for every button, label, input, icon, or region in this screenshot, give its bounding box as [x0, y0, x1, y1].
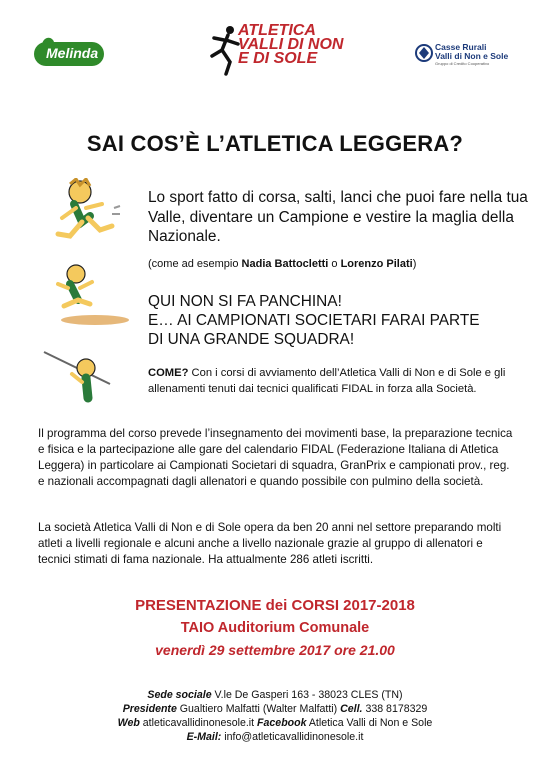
presidente-value: Gualtiero Malfatti (Walter Malfatti) — [176, 703, 341, 715]
note-suffix: ) — [412, 258, 417, 270]
cell-value: 338 8178329 — [362, 703, 428, 715]
atletica-line-2: VALLI DI NON — [238, 36, 344, 53]
footer-web — [0, 716, 550, 730]
note-mid: o — [328, 258, 341, 270]
casse-line-1: Casse Rurali — [435, 42, 487, 52]
email-label: E-Mail: — [186, 731, 222, 743]
slogan-line-3: DI UNA GRANDE SQUADRA! — [148, 331, 355, 348]
footer-email — [0, 730, 550, 744]
athlete-name-1: Nadia Battocletti — [241, 258, 329, 270]
atletica-logo — [208, 22, 348, 78]
melinda-logo — [32, 36, 106, 68]
intro-text: Lo sport fatto di corsa, salti, lanci che puoi fare nella tua Valle, diventare un Campione e vestire la maglia della Nazionale. — [148, 189, 528, 245]
email-link[interactable]: info@atleticavallidinonesole.it — [221, 731, 364, 743]
footer-presidente — [0, 702, 550, 716]
facebook-link[interactable]: Atletica Valli di Non e Sole — [306, 717, 433, 729]
casse-line-2: Valli di Non e Sole — [435, 51, 509, 61]
footer-contacts — [0, 688, 550, 744]
javelin-illustration — [42, 346, 112, 406]
atletica-line-3: E DI SOLE — [238, 50, 318, 67]
page-title: SAI COS’È L’ATLETICA LEGGERA? — [86, 131, 464, 156]
athlete-name-2: Lorenzo Pilati — [340, 258, 413, 270]
casse-emblem-icon — [415, 42, 433, 64]
melinda-wordmark: Melinda — [46, 45, 99, 61]
come-text — [148, 366, 533, 397]
sede-value: V.le De Gasperi 163 - 38023 CLES (TN) — [211, 689, 403, 701]
come-label: COME? — [148, 367, 189, 379]
come-body: Con i corsi di avviamento dell’Atletica Valli di Non e di Sole e gli allenamenti tenuti dai tecnici qualificati FIDAL in forza alla Società. — [148, 367, 506, 395]
footer-sede — [0, 688, 550, 702]
web-link[interactable]: atleticavallidinonesole.it — [139, 717, 258, 729]
sede-label: Sede sociale — [147, 689, 212, 701]
casse-line-3: Gruppo di Credito Cooperativo — [435, 61, 490, 66]
society-paragraph: La società Atletica Valli di Non e di Sole opera da ben 20 anni nel settore preparando molti atleti a livelli regionale e alcuni anche a livello nazionale grazie al gruppo di allenatori e tecnici stimati di fama nazionale. Ha attualmente 286 atleti iscritti. — [38, 521, 502, 566]
presentation-venue: TAIO Auditorium Comunale — [180, 620, 370, 636]
long-jump-illustration — [40, 262, 130, 328]
slogan-block — [148, 292, 538, 349]
program-paragraph: Il programma del corso prevede l’insegnamento dei movimenti base, la preparazione tecnica e fisica e la partecipazione alle gare del calendario FIDAL (Federazione Italiana di Atletica Leggera) in particolare ai Campionati Societari di squadra, GranPrix e campionati prov., reg. e nazionali accompagnati dagli allenatori e quando possibile con pulmino della società. — [38, 427, 513, 488]
presentation-date: venerdì 29 settembre 2017 ore 21.00 — [155, 642, 395, 658]
slogan-line-1: QUI NON SI FA PANCHINA! — [148, 293, 342, 310]
cell-label: Cell. — [340, 703, 363, 715]
presidente-label: Presidente — [122, 703, 177, 715]
web-label: Web — [117, 717, 140, 729]
atletica-line-1: ATLETICA — [238, 22, 316, 39]
presentation-title: PRESENTAZIONE dei CORSI 2017-2018 — [135, 597, 415, 614]
note-prefix: (come ad esempio — [148, 258, 242, 270]
runner-illustration — [42, 178, 122, 248]
facebook-label: Facebook — [257, 717, 307, 729]
intro-note — [148, 258, 416, 270]
atletica-wordmark — [238, 24, 343, 66]
casse-rurali-logo — [415, 38, 527, 70]
slogan-line-2: E… AI CAMPIONATI SOCIETARI FARAI PARTE — [148, 312, 480, 329]
